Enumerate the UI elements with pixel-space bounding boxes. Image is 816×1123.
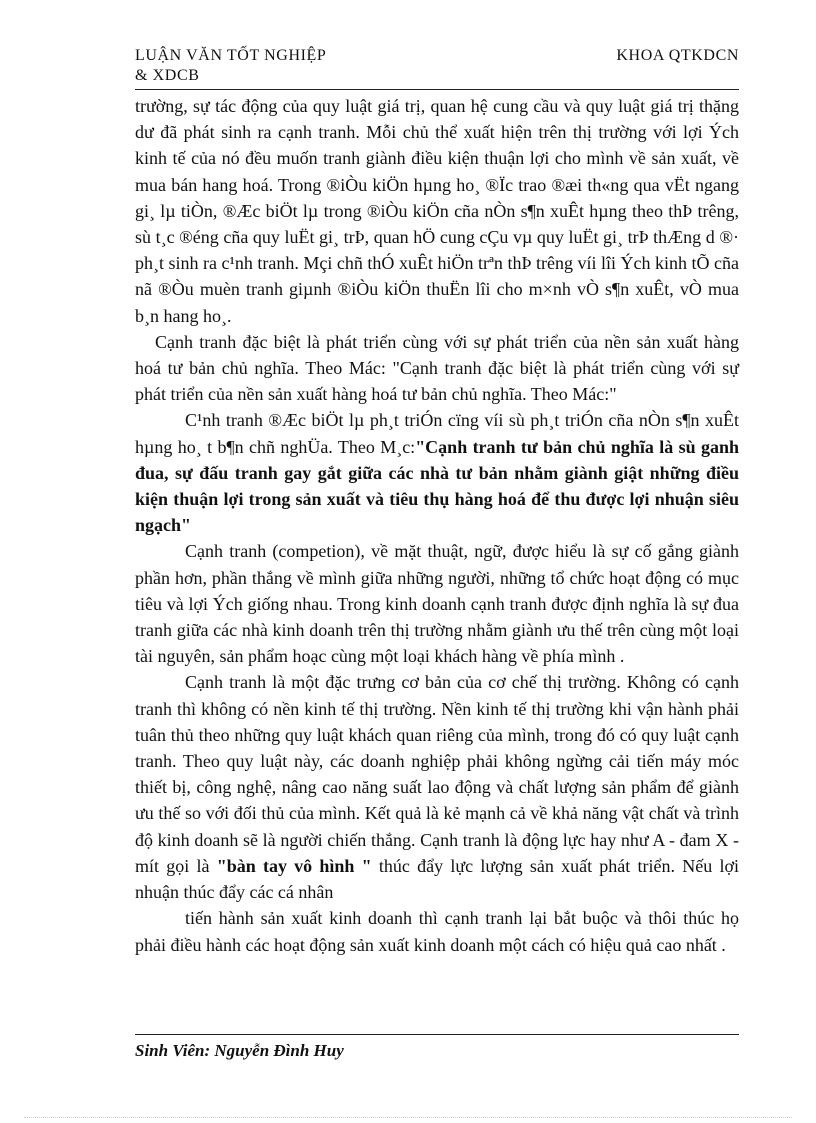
header-faculty: KHOA QTKDCN: [616, 47, 739, 64]
paragraph-2: Cạnh tranh đặc biệt là phát triển cùng với sự phát triển của nền sản xuất hàng hoá tư bản chủ nghĩa. Theo Mác: "Cạnh tranh đặc biệt là phát triển cùng với sự phát triển của nền sản xuất hàng hoá tư bản chủ nghĩa. Theo Mác:": [135, 331, 739, 405]
footer-divider: [135, 1034, 739, 1035]
marx-quote: "Cạnh tranh tư bản chủ nghĩa là sù ganh đua, sự đấu tranh gay gắt giữa các nhà tư bản nhằm giành giật những điều kiện thuận lợi trong sản xuất và tiêu thụ hàng hoá để thu được lợi nhuận siêu ngạch": [135, 436, 739, 536]
paragraph-4: Cạnh tranh (competion), về mặt thuật, ngữ, được hiểu là sự cố gắng giành phần hơn, phần thắng về mình giữa những người, những tổ chức hoạt động có mục tiêu và lợi Ých giống nhau. Trong kinh doanh cạnh tranh được định nghĩa là sự đua tranh giữa các nhà kinh doanh trên thị trường nhằm giành ưu thế trên cùng một loại tài nguyên, sản phẩm hoạc cùng một loại khách hàng về phía mình .: [135, 541, 739, 667]
header-divider: [135, 89, 739, 90]
footer-student-name: Sinh Viên: Nguyễn Đình Huy: [135, 1041, 344, 1060]
paragraph-5-text: Cạnh tranh là một đặc trưng cơ bản của cơ chế thị trường. Không có cạnh tranh thì không có nền kinh tế thị trường. Nền kinh tế thị trường khi vận hành phải tuân thủ theo những quy luật khách quan riêng của mình, trong đó có quy luật cạnh tranh. Theo quy luật này, các doanh nghiệp phải không ngừng cải tiến máy móc thiết bị, công nghệ, nâng cao năng suất lao động và chất lượng sản phẩm để giành ưu thế so với đối thủ của mình. Kết quả là kẻ mạnh cả về khả năng vật chất và trình độ kinh doanh sẽ là người chiến thắng. Cạnh tranh là động lực hay như A - đam X - mít gọi là: [135, 672, 739, 876]
paragraph-1: trường, sự tác động của quy luật giá trị, quan hệ cung cầu và quy luật giá trị thặng dư đã phát sinh ra cạnh tranh. Mỗi chủ thể xuất hiện trên thị trường với lợi Ých kinh tế của nó đều muốn tranh giành điều kiện thuận lợi cho mình về sản xuất, về mua bán hang hoá. Trong ®iÒu kiÖn hµng ho¸ ®Ïc trao ®æi th«ng qua vËt ngang gi¸ lµ tiÒn, ®Æc biÖt lµ trong ®iÒu kiÖn cña nÒn s¶n xuÊt hµng theo thÞ trêng, sù t¸c ®éng cña quy luËt gi¸ trÞ, quan hÖ cung cÇu vµ quy luËt gi¸ trÞ thÆng d ®· ph¸t sinh ra c¹nh tranh. Mçi chñ thÓ xuÊt hiÖn trªn thÞ trêng víi lîi Ých kinh tÕ cña nã ®Òu muèn tranh giµnh ®iÒu kiÖn thuËn lîi cho m×nh vÒ s¶n xuÊt, vÒ mua b¸n hang ho¸.: [135, 96, 739, 326]
paragraph-5: [135, 669, 739, 905]
body-text: [135, 93, 739, 958]
paragraph-3: [135, 407, 739, 538]
header-thesis-title: LUẬN VĂN TỐT NGHIỆP: [135, 47, 327, 64]
paragraph-3-text: C¹nh tranh ®Æc biÖt lµ ph¸t triÓn cïng víi sù ph¸t triÓn cña nÒn s¶n xuÊt hµng ho¸ t b¶n chñ nghÜa. Theo M¸c:: [135, 410, 739, 457]
paragraph-5-tail: thúc đẩy lực lượng sản xuất phát triển. Nếu lợi nhuận thúc đẩy các cá nhân: [135, 855, 739, 903]
header-thesis-subtitle: & XDCB: [135, 67, 200, 84]
invisible-hand-quote: "bàn tay vô hình ": [216, 855, 372, 876]
header-left: [135, 46, 435, 86]
paragraph-6: tiến hành sản xuất kinh doanh thì cạnh tranh lại bắt buộc và thôi thúc họ phải điều hành các hoạt động sản xuất kinh doanh một cách có hiệu quả cao nhất .: [135, 908, 739, 955]
page-bottom-edge: [24, 1117, 792, 1118]
